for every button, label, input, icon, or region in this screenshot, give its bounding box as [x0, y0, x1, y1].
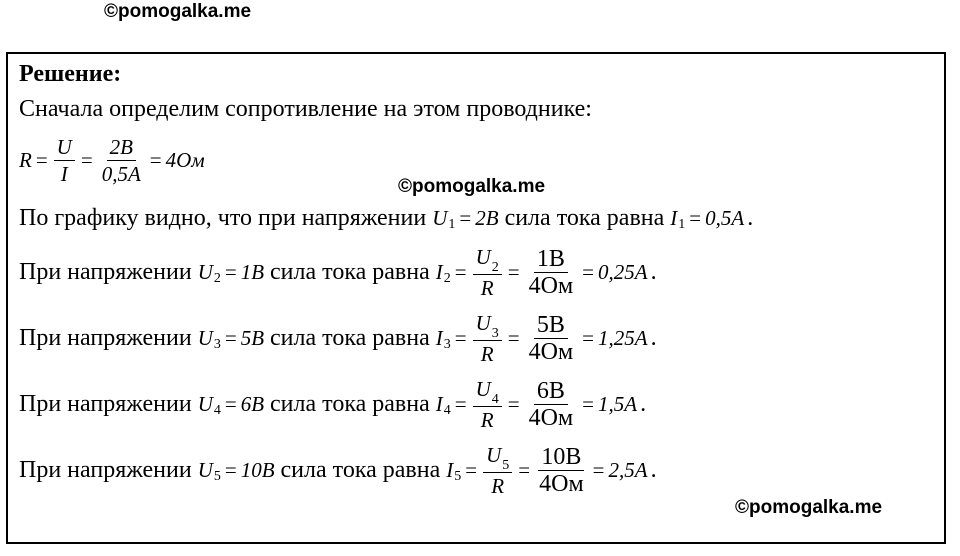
solution-heading: Решение:	[19, 61, 122, 87]
r-symbol: R	[19, 147, 32, 172]
case-result: 1,25A	[598, 325, 648, 350]
resistance-result: 4Ом	[165, 147, 205, 172]
case-result: 1,5A	[598, 391, 638, 416]
case-row-4: При напряжении U 4 = 6B сила тока равна I 4 = $\frac{U_4}{R}$ = $\frac{6B}{4Ом}$ = 1,5A .	[19, 376, 647, 432]
case-row-5: При напряжении U 5 = 10B сила тока равна I 5 = $\frac{U_5}{R}$ = $\frac{10B}{4Ом}$ = 2,5A .	[19, 442, 657, 498]
fraction-2b-over-05a: $\frac{2B}{0,5A}$	[101, 134, 141, 186]
watermark-top: ©pomogalka.me	[104, 1, 252, 22]
watermark-bottom: ©pomogalka.me	[735, 497, 883, 518]
graph-line: По графику видно, что при напряжении U 1 = 2B сила тока равна I 1 = 0,5A .	[19, 204, 754, 232]
case-result: 2,5A	[608, 457, 648, 482]
intro-text: Сначала определим сопротивление на этом проводнике:	[19, 96, 592, 122]
fraction-u-over-i: $\frac{U}{I}$	[54, 134, 75, 187]
case-row-2: При напряжении U 2 = 1B сила тока равна I 2 = $\frac{U_2}{R}$ = $\frac{1B}{4Ом}$ = 0,25A .	[19, 244, 657, 300]
case-result: 0,25A	[598, 259, 648, 284]
resistance-formula: R = $\frac{U}{I}$ = $\frac{2B}{0,5A}$ = 4Ом	[19, 134, 205, 186]
case-row-3: При напряжении U 3 = 5B сила тока равна I 3 = $\frac{U_3}{R}$ = $\frac{5B}{4Ом}$ = 1,25A .	[19, 310, 657, 366]
watermark-middle: ©pomogalka.me	[398, 176, 546, 197]
